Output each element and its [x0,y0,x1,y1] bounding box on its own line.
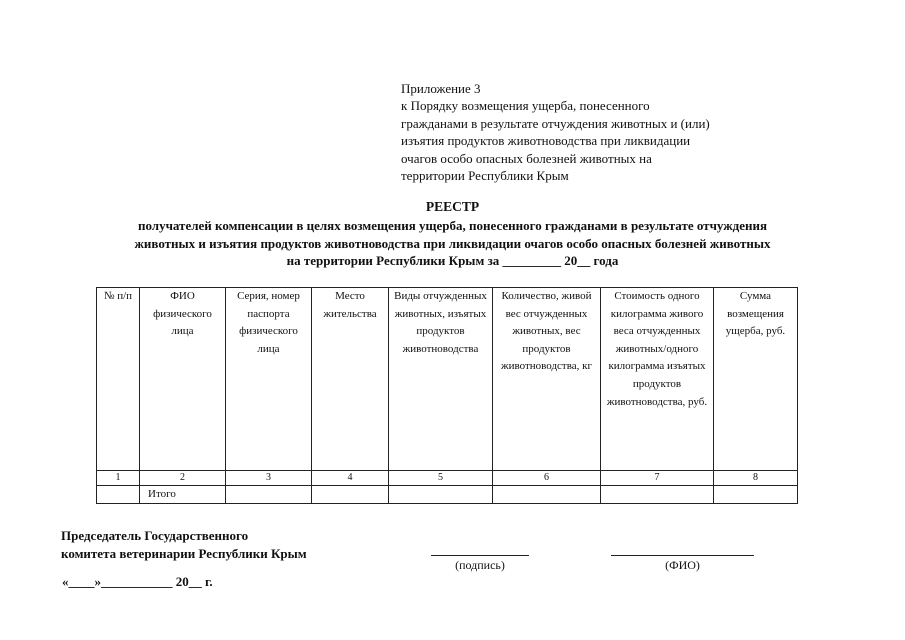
annex-line: изъятия продуктов животноводства при ликвидации [401,133,691,149]
signature-caption: (подпись) [455,558,505,572]
header-cell: Сумма возмещения ущерба, руб. [714,288,798,471]
total-cell [601,486,714,504]
document-title: РЕЕСТР [425,199,480,214]
annex-line: Приложение 3 [401,81,481,96]
name-caption: (ФИО) [665,558,700,572]
total-cell [226,486,312,504]
total-cell [493,486,601,504]
header-cell: Стоимость одного килограмма живого веса отчужденных животных/одного килограмма изъятых продуктов животноводства, руб. [601,288,714,471]
signatory-line: комитета ветеринарии Республики Крым [61,546,307,561]
column-number: 4 [312,471,389,486]
signature-line [431,555,529,556]
header-row [97,288,798,471]
header-cell: Виды отчужденных животных, изъятых продуктов животноводства [389,288,493,471]
subtitle-line: получателей компенсации в целях возмещения ущерба, понесенного гражданами в результате отчуждения [137,218,768,233]
signatory-block [61,527,307,563]
annex-line: территории Республики Крым [401,168,569,184]
column-number: 3 [226,471,312,486]
column-number: 5 [389,471,493,486]
annex-line: гражданами в результате отчуждения животных и (или) [401,115,710,131]
column-number-row [97,471,798,486]
annex-line: к Порядку возмещения ущерба, понесенного [401,98,650,114]
total-cell [312,486,389,504]
document-subtitle [40,217,865,270]
total-cell [389,486,493,504]
column-number: 8 [714,471,798,486]
header-cell: № п/п [97,288,140,471]
header-cell: Количество, живой вес отчужденных животных, вес продуктов животноводства, кг [493,288,601,471]
total-row [97,486,798,504]
subtitle-line: на территории Республики Крым за _________ 20__ года [286,253,619,268]
registry-table [96,287,798,504]
column-number: 6 [493,471,601,486]
annex-note [401,80,710,184]
column-number: 2 [140,471,226,486]
header-cell: Серия, номер паспорта физического лица [226,288,312,471]
column-number: 7 [601,471,714,486]
column-number: 1 [97,471,140,486]
header-cell: ФИО физического лица [140,288,226,471]
total-cell [714,486,798,504]
subtitle-line: животных и изъятия продуктов животноводства при ликвидации очагов особо опасных болезней животных [134,235,771,251]
name-line [611,555,754,556]
date-field: «____»___________ 20__ г. [62,574,213,589]
header-cell: Место жительства [312,288,389,471]
total-cell [97,486,140,504]
signatory-line: Председатель Государственного [61,528,249,543]
total-label: Итого [140,486,226,504]
annex-line: очагов особо опасных болезней животных на [401,150,652,166]
